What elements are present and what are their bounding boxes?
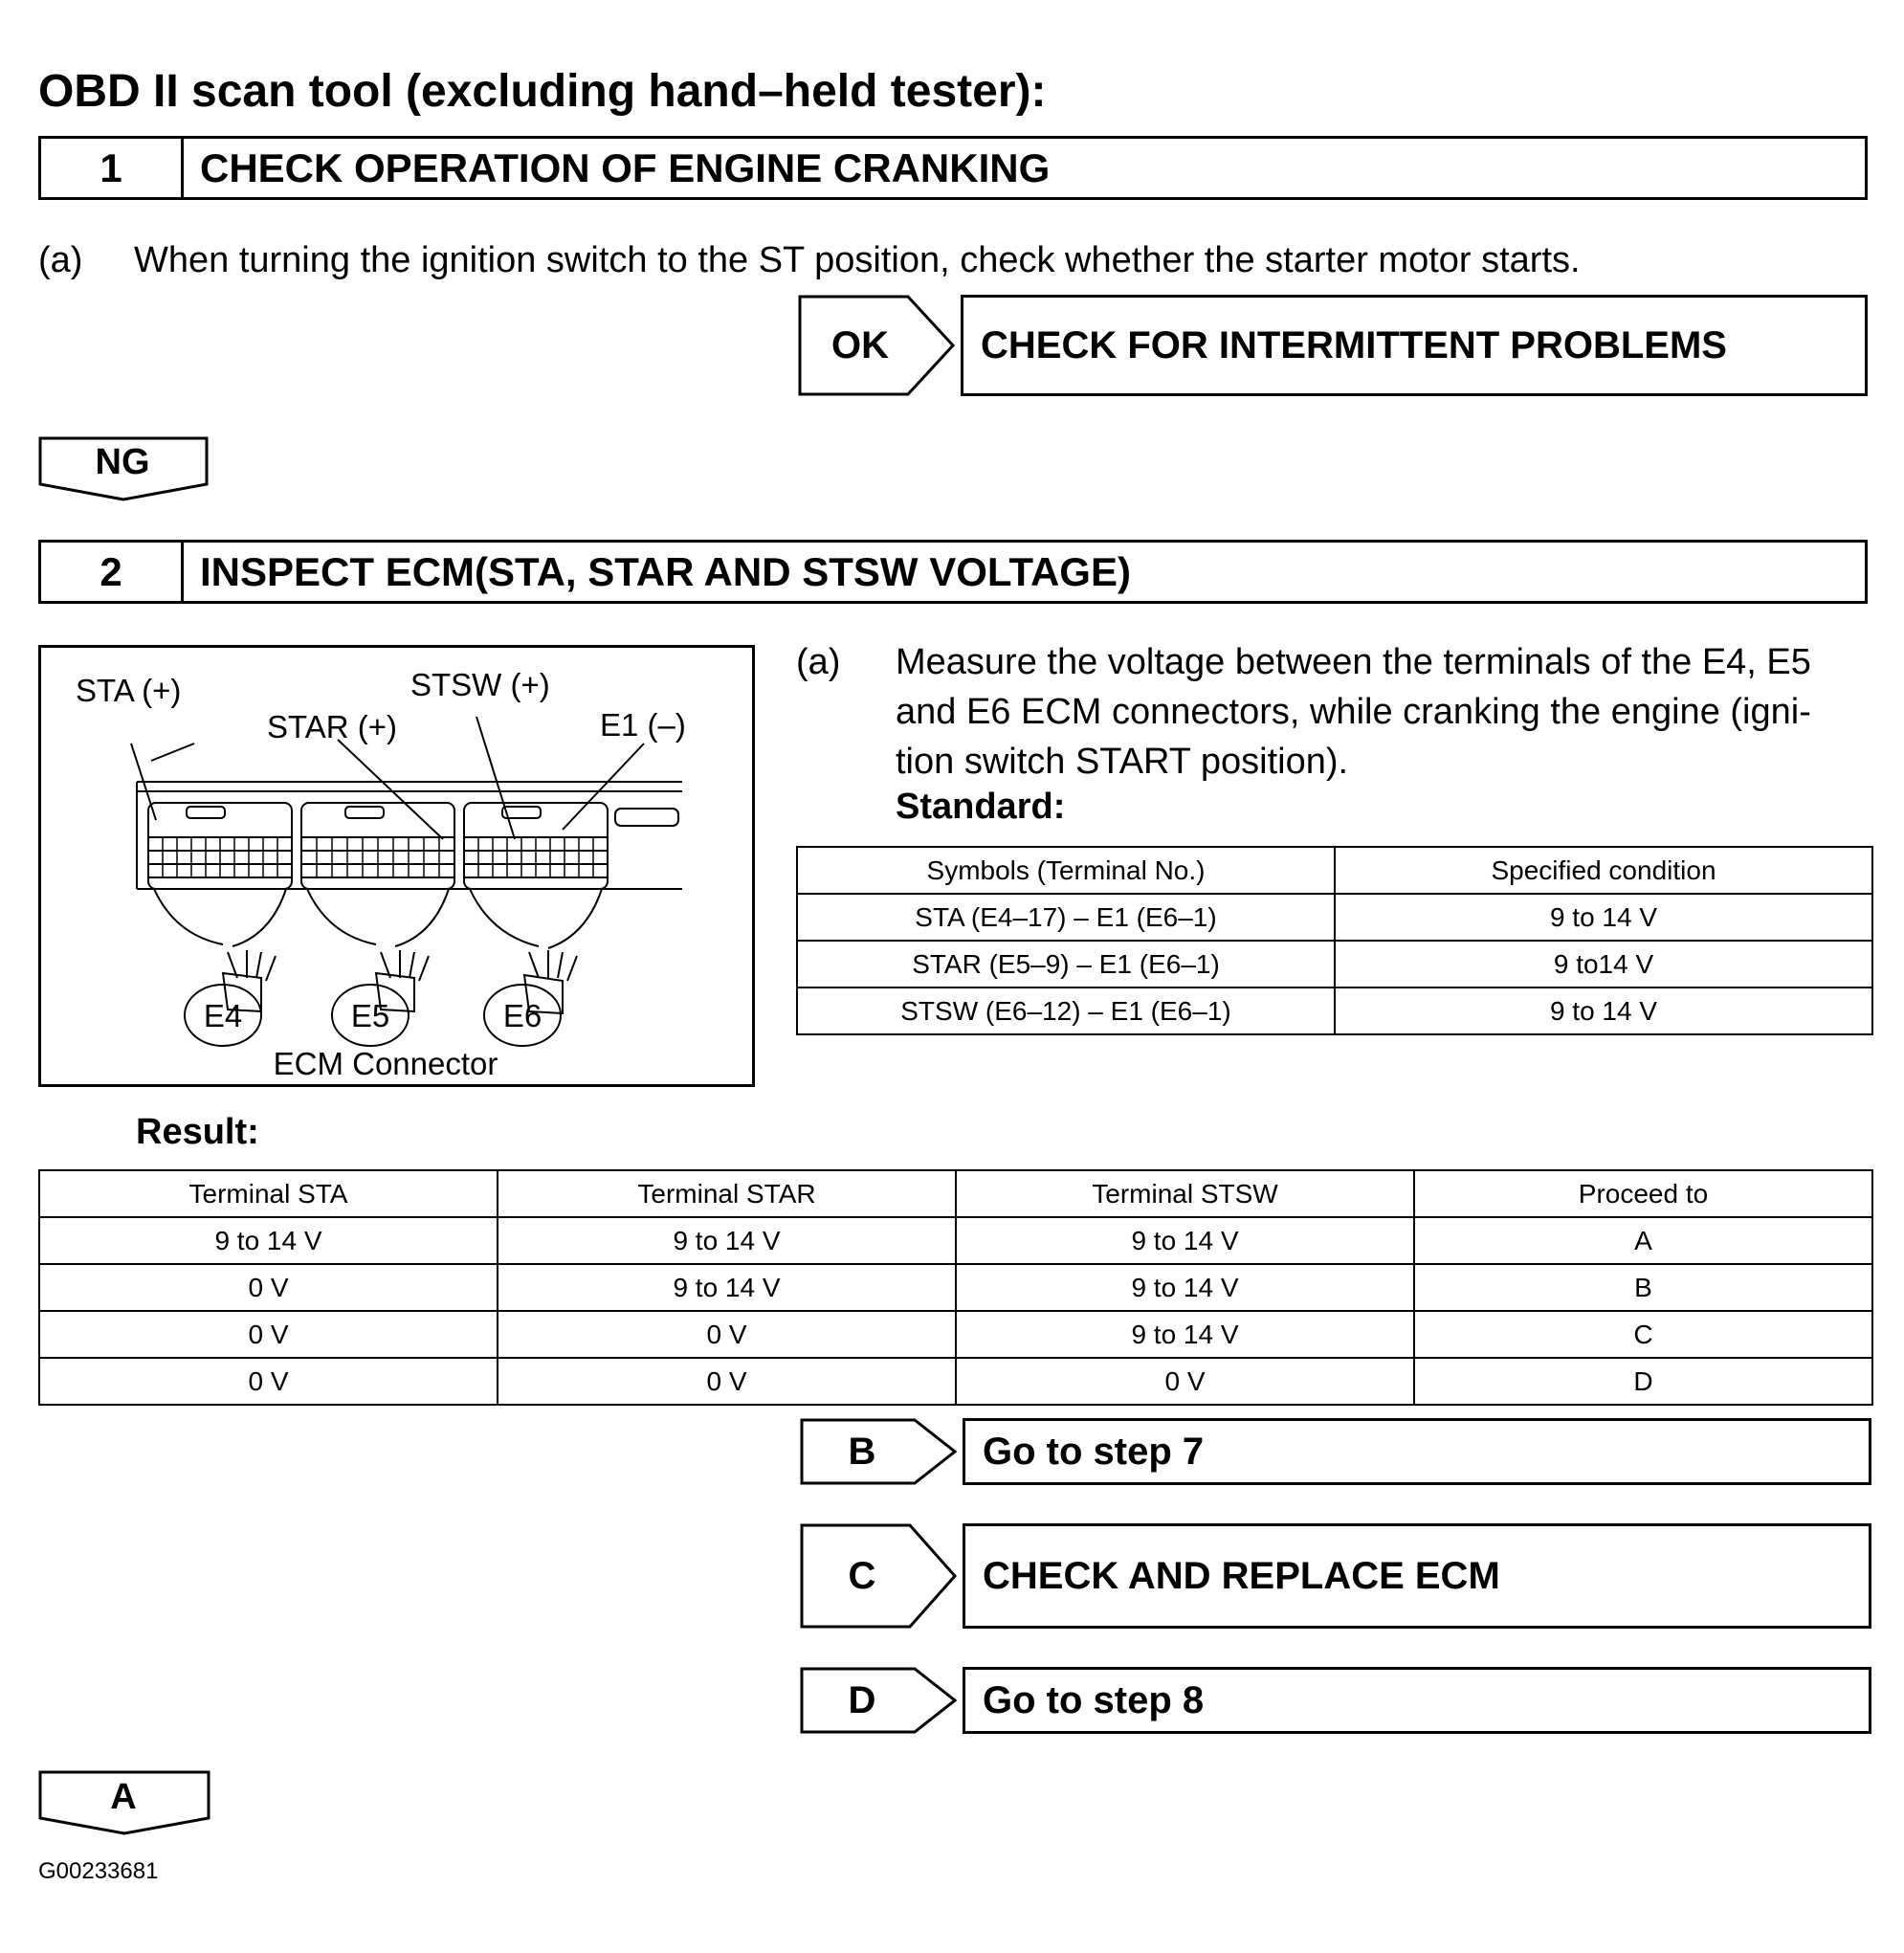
figure-code: G00233681	[38, 1858, 159, 1884]
table-cell: 9 to14 V	[1335, 941, 1872, 988]
table-header-row	[39, 1170, 1872, 1217]
step-2-instruction	[796, 637, 1877, 790]
table-cell: 0 V	[39, 1358, 498, 1405]
table-cell: 9 to 14 V	[498, 1264, 956, 1311]
result-table	[38, 1169, 1873, 1406]
next-branch-tag	[38, 1770, 212, 1837]
table-cell: 9 to 14 V	[1335, 988, 1872, 1034]
branch-b-result	[963, 1418, 1871, 1485]
label-sta: STA (+)	[76, 673, 182, 708]
branch-c-text: CHECK AND REPLACE ECM	[983, 1554, 1500, 1597]
table-row	[39, 1358, 1872, 1405]
label-e4: E4	[203, 998, 243, 1033]
table-header-row	[797, 847, 1872, 894]
table-row	[797, 894, 1872, 941]
branch-d-result	[963, 1667, 1871, 1734]
ecm-connector-figure	[38, 645, 755, 1087]
ng-label: NG	[95, 441, 150, 482]
branch-b-text: Go to step 7	[983, 1430, 1205, 1473]
instruction-line-2: and E6 ECM connectors, while cranking the engine (igni-	[896, 692, 1811, 732]
table-cell: B	[1414, 1264, 1872, 1311]
branch-c-result	[963, 1523, 1871, 1629]
step-2-number: 2	[41, 543, 184, 601]
table-cell: STAR (E5–9) – E1 (E6–1)	[797, 941, 1335, 988]
label-e5: E5	[350, 998, 390, 1033]
standard-table	[796, 846, 1873, 1035]
table-cell: 0 V	[498, 1311, 956, 1358]
label-e1: E1 (–)	[600, 707, 686, 743]
step-1-header	[38, 136, 1868, 200]
branch-d-label: D	[848, 1678, 876, 1721]
header-proceed: Proceed to	[1414, 1170, 1872, 1217]
instruction-label: (a)	[796, 642, 841, 682]
header-sta: Terminal STA	[39, 1170, 498, 1217]
table-cell: A	[1414, 1217, 1872, 1264]
branch-c-label: C	[848, 1554, 876, 1597]
standard-label: Standard:	[896, 787, 1066, 827]
label-star: STAR (+)	[267, 709, 397, 744]
instruction-line-3: tion switch START position).	[896, 742, 1349, 782]
branch-b-label: B	[848, 1430, 876, 1473]
step-1-number: 1	[41, 139, 184, 197]
header-star: Terminal STAR	[498, 1170, 956, 1217]
ok-result-box	[961, 295, 1868, 396]
table-cell: 9 to 14 V	[956, 1217, 1414, 1264]
table-row	[39, 1217, 1872, 1264]
instruction-text: When turning the ignition switch to the ST position, check whether the starter motor starts.	[134, 240, 1581, 280]
ok-branch-tag	[798, 295, 957, 396]
figure-caption: ECM Connector	[273, 1046, 498, 1081]
table-cell: 9 to 14 V	[956, 1264, 1414, 1311]
step-2-header	[38, 540, 1868, 604]
instruction-line-1: Measure the voltage between the terminals of the E4, E5	[896, 642, 1811, 682]
result-label: Result:	[136, 1112, 259, 1152]
table-cell: 0 V	[956, 1358, 1414, 1405]
table-row	[797, 941, 1872, 988]
header-stsw: Terminal STSW	[956, 1170, 1414, 1217]
label-e6: E6	[502, 998, 542, 1033]
branch-c-tag	[800, 1523, 959, 1629]
table-cell: 9 to 14 V	[498, 1217, 956, 1264]
ng-branch-tag	[38, 436, 210, 503]
table-cell: STA (E4–17) – E1 (E6–1)	[797, 894, 1335, 941]
table-row	[39, 1264, 1872, 1311]
ok-label: OK	[831, 323, 889, 366]
table-cell: 0 V	[39, 1311, 498, 1358]
step-1-title: CHECK OPERATION OF ENGINE CRANKING	[200, 144, 1051, 190]
label-stsw: STSW (+)	[410, 667, 550, 702]
table-cell: D	[1414, 1358, 1872, 1405]
table-cell: STSW (E6–12) – E1 (E6–1)	[797, 988, 1335, 1034]
branch-d-text: Go to step 8	[983, 1678, 1205, 1721]
table-cell: 9 to 14 V	[1335, 894, 1872, 941]
table-cell: 9 to 14 V	[39, 1217, 498, 1264]
table-row	[39, 1311, 1872, 1358]
next-label: A	[110, 1776, 137, 1817]
table-cell: C	[1414, 1311, 1872, 1358]
instruction-label: (a)	[38, 240, 83, 280]
step-1-instruction	[38, 235, 1856, 285]
branch-d-tag	[800, 1667, 959, 1734]
branch-b-tag	[800, 1418, 959, 1485]
ok-result-text: CHECK FOR INTERMITTENT PROBLEMS	[981, 323, 1727, 366]
table-cell: 0 V	[498, 1358, 956, 1405]
page-title: OBD II scan tool (excluding hand–held tester):	[38, 66, 1047, 117]
header-condition: Specified condition	[1335, 847, 1872, 894]
table-cell: 9 to 14 V	[956, 1311, 1414, 1358]
step-2-title: INSPECT ECM(STA, STAR AND STSW VOLTAGE)	[200, 548, 1131, 594]
header-symbols: Symbols (Terminal No.)	[797, 847, 1335, 894]
table-cell: 0 V	[39, 1264, 498, 1311]
table-row	[797, 988, 1872, 1034]
